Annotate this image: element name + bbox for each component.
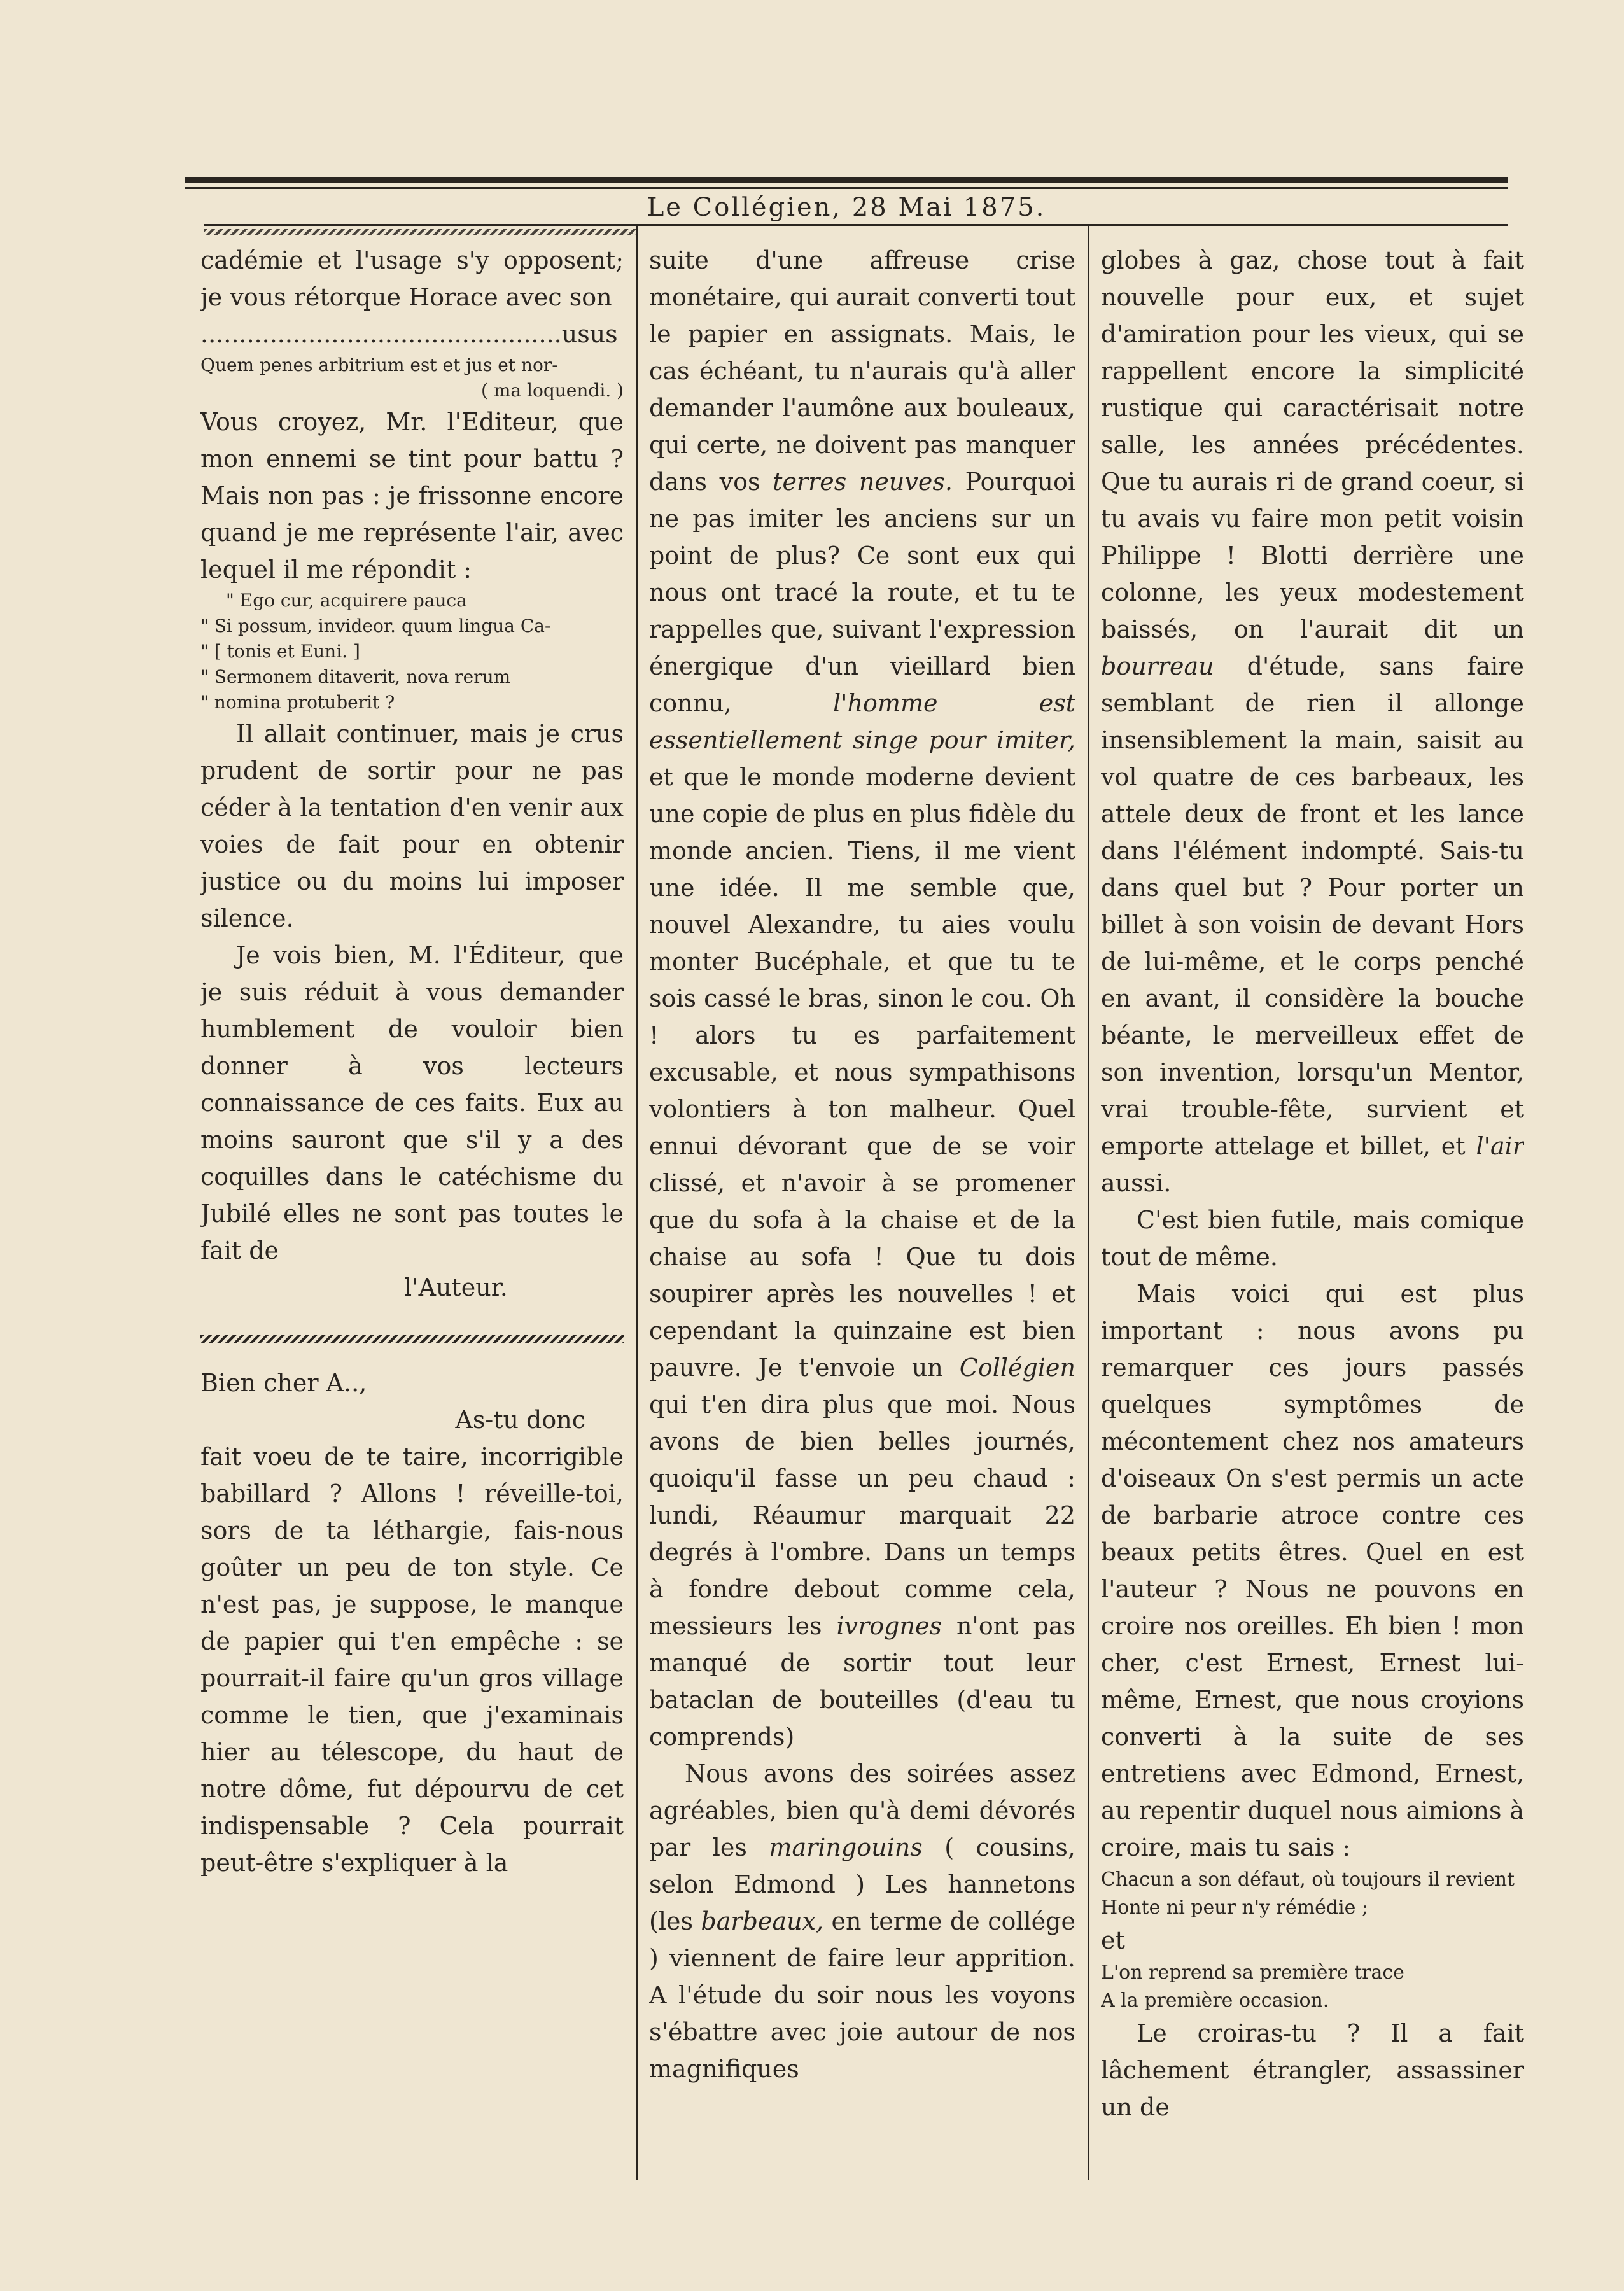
text-run: suite d'une affreuse crise monétaire, qui aurait converti tout le papier en assignats. Mais, le cas échéant, tu n'aurais qu'à aller demander l'aumône aux bouleaux, qui certe, ne doivent pas manquer dans vos (649, 246, 1075, 496)
column-top-ornament (204, 229, 636, 235)
verse-line: " [ tonis et Euni. ] (200, 641, 360, 662)
italic-run: l'air (1476, 1132, 1524, 1160)
verse-line: Honte ni peur n'y rémédie ; (1101, 1896, 1369, 1919)
verse-line: " Si possum, invideor. quum lingua Ca- (200, 615, 551, 636)
text-run: ( cousins, selon Edmond ) Les hannetons (les (649, 1833, 1075, 1935)
paragraph: C'est bien futile, mais comique tout de même. (1101, 1206, 1524, 1271)
text-run: et que le monde moderne devient une copie de plus en plus fidèle du monde ancien. Tiens, il me vient une idée. Il me semble que, nouvel Alexandre, tu aies voulu monter Bucéphale, et que tu te sois cassé le bras, sinon le cou. Oh ! alors tu es parfaitement excusable, et nous sympathisons volontiers à ton malheur. Quel ennui dévorant que de se voir clissé, et n'avoir à se promener que du sofa à la chaise et de la chaise au sofa ! Que tu dois soupirer après les nouvelles ! et cependant la quinzaine est bien pauvre. Je t'envoie un (649, 763, 1075, 1382)
paragraph (649, 1755, 1075, 2087)
italic-run: Collégien (959, 1354, 1075, 1382)
italic-run: l'homme est essentiellement singe pour imiter, (649, 689, 1075, 754)
verse-line: " Sermonem ditaverit, nova rerum (200, 666, 511, 687)
italic-run: maringouins (769, 1833, 923, 1861)
column-separator-2 (1088, 226, 1089, 2180)
paragraph: Mais voici qui est plus important : nous avons pu remarquer ces jours passés quelques symptômes de mécontement chez nos amateurs d'oiseaux On s'est permis un acte de barbarie atroce contre ces beaux petits êtres. Quel en est l'auteur ? Nous ne pouvons en croire nos oreilles. Eh bien ! mon cher, c'est Ernest, Ernest lui-même, Ernest, que nous croyions converti à la suite de ses entretiens avec Edmond, Ernest, au repentir duquel nous aimions à croire, mais tu sais : (1101, 1280, 1524, 1861)
column-2 (649, 242, 1075, 2176)
text-run: d'étude, sans faire semblant de rien il allonge insensiblement la main, saisit au vol quatre de ces barbeaux, les attele deux de front et les lance dans l'élément indompté. Sais-tu dans quel but ? Pour porter un billet à son voisin de devant Hors de lui-même, et le corps penché en avant, il considère la bouche béante, le merveilleux effet de son invention, lorsqu'un Mentor, vrai trouble-fête, survient et emporte attelage et billet, et (1101, 652, 1524, 1160)
text-run: n'ont pas manqué de sortir tout leur bataclan de bouteilles (d'eau tu comprends) (649, 1612, 1075, 1751)
header-rule-bottom (204, 224, 1508, 226)
letter-opening: As-tu donc (455, 1406, 585, 1434)
italic-run: barbeaux, (701, 1907, 824, 1935)
paragraph (1101, 242, 1524, 1202)
paragraph: Je vois bien, M. l'Éditeur, que je suis réduit à vous demander humblement de vouloir bien donner à vos lecteurs connaissance de ces faits. Eux au moins sauront que s'il y a des coquilles dans le catéchisme du Jubilé elles ne sont pas toutes le fait de (200, 941, 624, 1265)
paragraph: cadémie et l'usage s'y opposent; je vous rétorque Horace avec son (200, 246, 624, 311)
verse-line: Chacun a son défaut, où toujours il revient (1101, 1868, 1515, 1891)
paragraph (649, 242, 1075, 1755)
header-title: Le Collégien, (647, 193, 843, 222)
text-run: Nous avons des soirées assez agréables, bien qu'à demi dévorés par les (649, 1760, 1075, 1861)
paragraph: Le croiras-tu ? Il a fait lâchement étrangler, assassiner un de (1101, 2019, 1524, 2121)
running-header (185, 191, 1508, 224)
column-3 (1101, 242, 1524, 2176)
ellipsis-line: ...............................................usus (200, 320, 618, 348)
text-run: globes à gaz, chose tout à fait nouvelle pour eux, et sujet d'amiration pour les vieux, qui se rappellent encore la simplicité rustique qui caractérisait notre salle, les années précédentes. Que tu aurais ri de grand coeur, si tu avais vu faire mon petit voisin Philippe ! Blotti derrière une colonne, les yeux modestement baissés, on l'aurait dit un (1101, 246, 1524, 643)
verse-line: L'on reprend sa première trace (1101, 1961, 1404, 1984)
italic-run: bourreau (1101, 652, 1214, 680)
header-rule-thin (185, 187, 1508, 189)
latin-quote-line: ( ma loquendi. ) (481, 380, 624, 401)
paragraph: Il allait continuer, mais je crus prudent de sortir pour ne pas céder à la tentation d'en venir aux voies de fait pour en obtenir justice ou du moins lui imposer silence. (200, 720, 624, 932)
text-run: aussi. (1101, 1169, 1172, 1197)
header-rule-thick (185, 177, 1508, 183)
column-1 (200, 242, 624, 2176)
salutation: Bien cher A.., (200, 1369, 367, 1397)
latin-quote-line: Quem penes arbitrium est et jus et nor- (200, 354, 558, 375)
signature: l'Auteur. (404, 1273, 508, 1301)
header-date: 28 Mai 1875. (851, 193, 1046, 222)
verse-line: A la première occasion. (1101, 1989, 1329, 2012)
column-separator-1 (636, 226, 638, 2180)
text-run: en terme de collége ) viennent de faire leur apprition. A l'étude du soir nous les voyons s'ébattre avec joie autour de nos magnifiques (649, 1907, 1075, 2083)
italic-run: ivrognes (836, 1612, 942, 1640)
text-run: Pourquoi ne pas imiter les anciens sur un point de plus? Ce sont eux qui nous ont tracé la route, et tu te rappelles que, suivant l'expression énergique d'un vieillard bien connu, (649, 468, 1075, 717)
text-run: qui t'en dira plus que moi. Nous avons de bien belles journés, quoiqu'il fasse un peu chaud : lundi, Réaumur marquait 22 degrés à l'ombre. Dans un temps à fondre debout comme cela, messieurs les (649, 1391, 1075, 1640)
italic-run: terres neuves. (773, 468, 953, 496)
section-divider (200, 1335, 624, 1343)
connector-word: et (1101, 1926, 1125, 1954)
paragraph: fait voeu de te taire, incorrigible babillard ? Allons ! réveille-toi, sors de ta léthargie, fais-nous goûter un peu de ton style. Ce n'est pas, je suppose, le manque de papier qui t'en empêche : se pourrait-il faire qu'un gros village comme le tien, que j'examinais hier au télescope, du haut de notre dôme, fut dépourvu de cet indispensable ? Cela pourrait peut-être s'expliquer à la (200, 1443, 624, 1877)
verse-line: " Ego cur, acquirere pauca (226, 590, 467, 611)
verse-line: " nomina protuberit ? (200, 692, 395, 713)
paragraph: Vous croyez, Mr. l'Editeur, que mon ennemi se tint pour battu ? Mais non pas : je frissonne encore quand je me représente l'air, avec lequel il me répondit : (200, 408, 624, 584)
